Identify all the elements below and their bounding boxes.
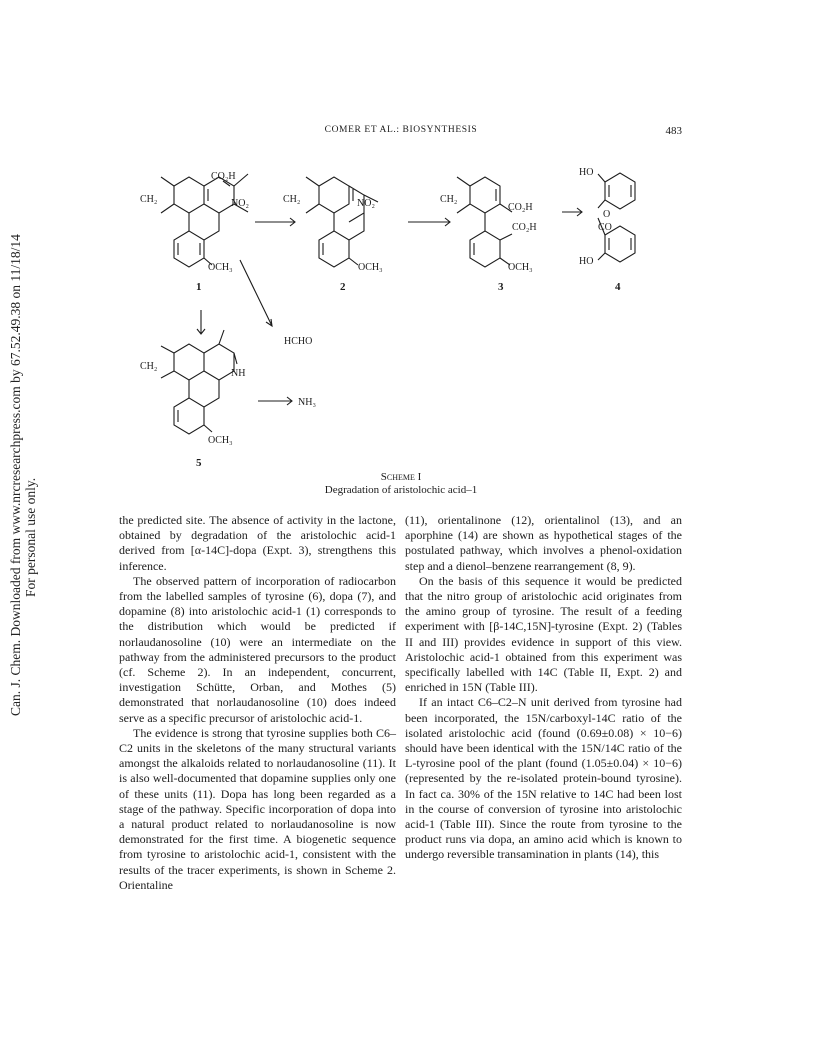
compound-3-co2h-a-label: CO₂H [508,202,533,213]
compound-2-structure [306,177,378,267]
compound-2-och3-label: OCH₃ [358,262,383,273]
right-paragraph-2: On the basis of this sequence it would be predicted that the nitro group of aristolochic acid originates from the amino group of tyrosine. The result of a feeding experiment with [β-14C,15N]-tyrosine (Expt. 2) (Tables II and III) provides evidence in support of this view. Aristolochic acid-1 obtained from this experiment was specifically labelled with 14C (Table II, Expt. 2) and enriched in 15N (Table III). [405,573,682,695]
compound-4-ho-b-label: HO [579,256,594,267]
body-column-left [119,513,396,893]
compound-number-4: 4 [615,281,621,293]
scheme-caption: Degradation of aristolochic acid–1 [324,484,478,496]
compound-3-co2h-b-label: CO₂H [512,222,537,233]
compound-4-co-label: CO [598,222,612,233]
download-watermark [0,0,40,1056]
compound-number-2: 2 [340,281,346,293]
scheme-title: Scheme I [380,471,422,483]
reaction-arrows [197,208,582,405]
compound-5-nh-label: NH [231,368,246,379]
compound-3-structure [457,177,512,267]
compound-3-och3-label: OCH₃ [508,262,533,273]
right-paragraph-1: (11), orientalinone (12), orientalinol (13), and an aporphine (14) are shown as hypothetical stages of the postulated pathway, which involves a phenol-oxidation step and a dienol–benzene rearrangement (8, 9). [405,513,682,573]
compound-1-och3-label: OCH₃ [208,262,233,273]
compound-1-ch2-label: CH₂ [140,194,158,205]
right-paragraph-3: If an intact C6–C2–N unit derived from tyrosine had been incorporated, the 15N/carboxyl-14C ratio of the isolated aristolochic acid (found (0.69±0.08) × 10−6) should have been identical with the 15N/14C ratio of the L-tyrosine pool of the plant (found (1.05±0.04) × 10−6) (represented by the re-isolated protein-bound tyrosine). In fact ca. 30% of the 15N relative to 14C had been lost in the course of conversion of tyrosine into aristolochic acid-1 (Table III). Since the route from tyrosine to the product runs via dopa, an amino acid which is known to undergo reversible transamination in plants (14), this [405,695,682,862]
left-paragraph-2: The observed pattern of incorporation of radiocarbon from the labelled samples of tyrosine (6), dopa (7), and dopamine (8) into aristolochic acid-1 (1) corresponds to the distribution which would be predicted if norlaudanosoline (10) were an intermediate on the pathway from the administered precursors to the product (cf. Scheme 2). In an independent, concurrent, investigation Schütte, Orban, and Mothes (5) demonstrated that norlaudanosoline (10) does indeed serve as a specific precursor of aristolochic acid-1. [119,573,396,725]
compound-4-o-label: O [603,209,611,220]
nh3-label: NH₃ [298,397,316,408]
compound-number-5: 5 [196,457,202,469]
hcho-label: HCHO [284,336,313,347]
watermark-line-2: For personal use only. [23,477,38,597]
compound-number-1: 1 [196,281,202,293]
compound-2-ch2-label: CH₂ [283,194,301,205]
page-header [120,125,682,141]
compound-1-co2h-label: CO₂H [211,171,236,182]
watermark-line-1: Can. J. Chem. Downloaded from www.nrcresearchpress.com by 67.52.49.38 on 11/18/14 [8,234,23,716]
body-column-right [405,513,682,863]
compound-5-och3-label: OCH₃ [208,435,233,446]
compound-5-ch2-label: CH₂ [140,361,158,372]
compound-5-structure [161,330,237,434]
compound-1-no2-label: NO₂ [231,198,249,209]
page-number: 483 [665,125,682,137]
compound-3-ch2-label: CH₂ [440,194,458,205]
left-paragraph-3: The evidence is strong that tyrosine supplies both C6–C2 units in the skeletons of the many structural variants amongst the alkaloids related to norlaudanosoline (11). It is also well-documented that dopamine supplies only one of these units (11). Dopa has long been regarded as a stage of the pathway. Specific incorporation of dopa into a natural product related to norlaudanosoline is now demonstrated for the first time. A biogenetic sequence from tyrosine to aristolochic acid-1, consistent with the results of the tracer experiments, is shown in Scheme 2. Orientaline [119,725,396,892]
left-paragraph-1: the predicted site. The absence of activity in the lactone, obtained by degradation of the aristolochic acid-1 derived from [α-14C]-dopa (Expt. 3), strengthens this inference. [119,513,396,573]
compound-number-3: 3 [498,281,504,293]
compound-2-no2-label: NO₂ [357,198,375,209]
compound-4-ho-a-label: HO [579,167,594,178]
running-head: COMER ET AL.: BIOSYNTHESIS [324,125,478,135]
compound-1-structure [161,174,248,267]
scheme-1-structures [130,150,675,470]
